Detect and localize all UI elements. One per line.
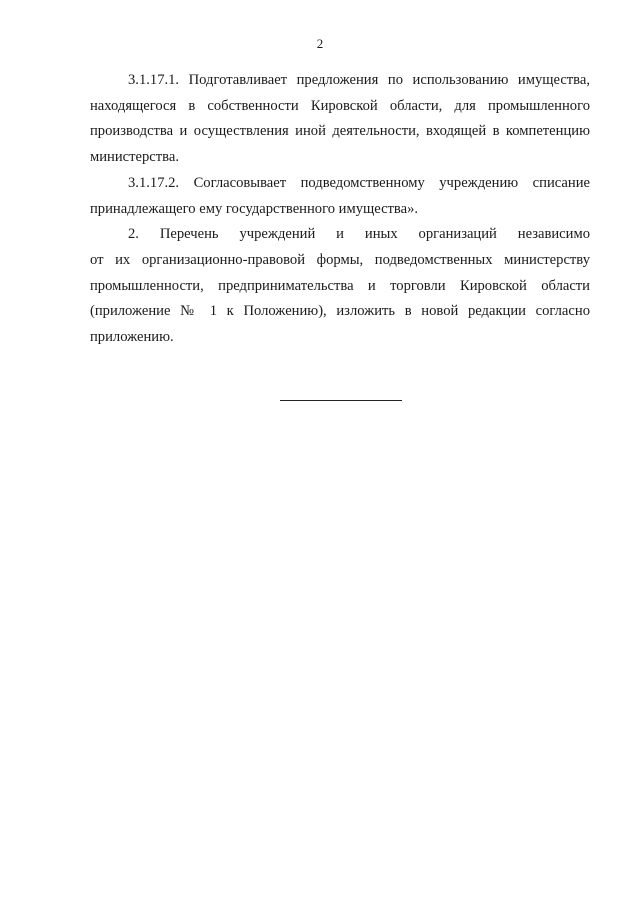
- paragraph-line: находящегося в собственности Кировской области, для промышленного: [90, 97, 590, 114]
- paragraph-line: 3.1.17.2. Согласовывает подведомственному учреждению списание: [128, 174, 590, 191]
- paragraph-line: 3.1.17.1. Подготавливает предложения по использованию имущества,: [128, 72, 590, 88]
- end-divider: [280, 400, 402, 401]
- paragraph-line: (приложение № 1 к Положению), изложить в новой редакции согласно: [90, 303, 590, 320]
- paragraph-line: 2. Перечень учреждений и иных организаций независимо: [128, 226, 590, 243]
- paragraph-item-2: [90, 222, 590, 351]
- page-number: 2: [316, 36, 324, 51]
- document-body: [90, 68, 590, 351]
- paragraph-line: принадлежащего ему государственного имущества».: [90, 200, 419, 217]
- paragraph-3-1-17-2: [90, 171, 590, 222]
- paragraph-line: министерства.: [90, 149, 179, 166]
- paragraph-line: производства и осуществления иной деятельности, входящей в компетенцию: [90, 123, 590, 140]
- paragraph-line: промышленности, предпринимательства и торговли Кировской области: [90, 277, 590, 294]
- paragraph-line: от их организационно-правовой формы, подведомственных министерству: [90, 251, 590, 268]
- paragraph-3-1-17-1: [90, 68, 590, 171]
- paragraph-line: приложению.: [90, 329, 174, 346]
